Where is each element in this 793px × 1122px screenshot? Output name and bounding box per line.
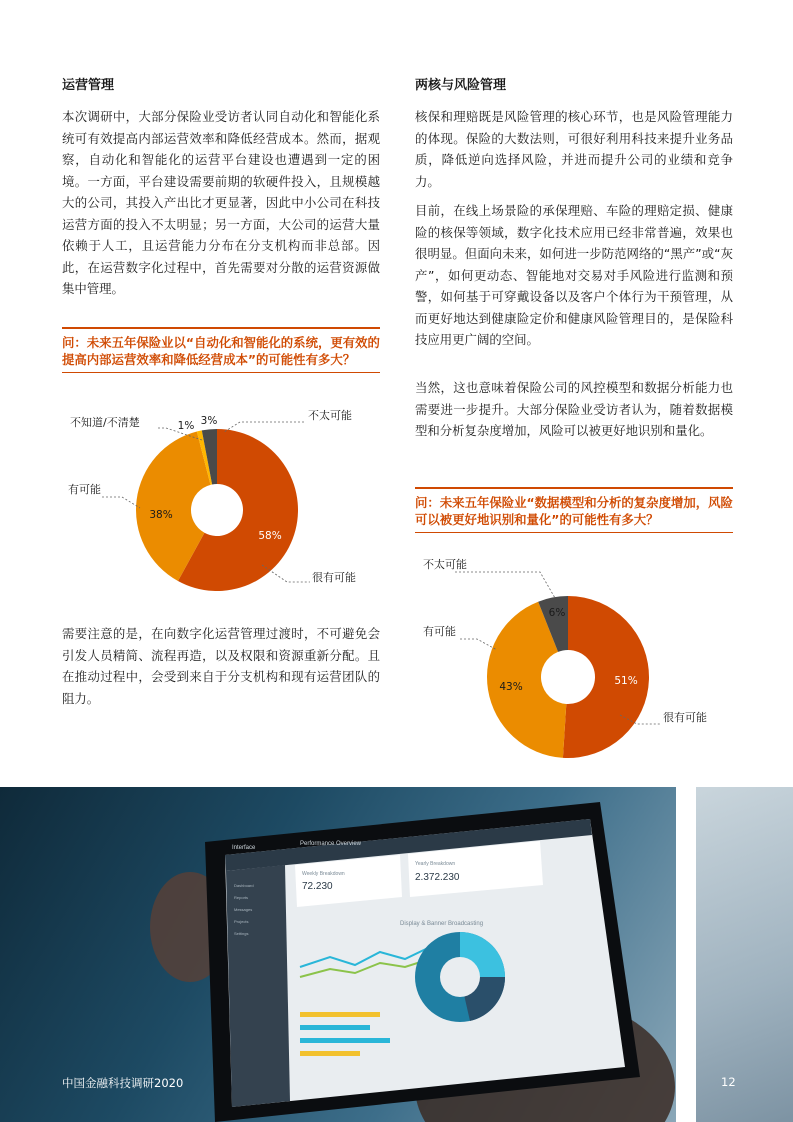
operations-question: 问：未来五年保险业以“自动化和智能化的系统，更有效的提高内部运营效率和降低经营成本”的可能性有多大？: [62, 327, 380, 373]
donut-slice-label: 有可能: [423, 625, 456, 638]
operations-donut-chart: [62, 400, 380, 610]
tablet-menu-item: Settings: [234, 931, 249, 936]
risk-paragraph-3: 当然，这也意味着保险公司的风控模型和数据分析能力也需要进一步提升。大部分保险业受访者认为，随着数据模型和分析复杂度增加，风险可以被更好地识别和量化。: [415, 380, 733, 438]
donut-slice-label: 不太可能: [308, 409, 352, 422]
operations-paragraph-1: 本次调研中，大部分保险业受访者认同自动化和智能化系统可有效提高内部运营效率和降低经营成本。然而，据观察，自动化和智能化的运营平台建设也遭遇到一定的困境。一方面，平台建设需要前期的软硬件投入，且规模越大的公司，其投入产出比才更显著，因此中小公司在科技运营方面的投入不太明显；另一方面，大公司的运营大量依赖于人工，且运营能力分布在分支机构而非总部。因此，在运营数字化过程中，首先需要对分散的运营资源做集中管理。: [62, 109, 380, 296]
risk-question: 问：未来五年保险业“数据模型和分析的复杂度增加，风险可以被更好地识别和量化”的可能性有多大？: [415, 487, 733, 533]
side-photo: [696, 787, 793, 1122]
tablet-card1-title: Weekly Breakdown: [302, 871, 345, 877]
donut-slice-label: 不知道/不清楚: [70, 416, 140, 429]
donut-slice-label: 很有可能: [312, 571, 356, 584]
leader-line: [224, 422, 304, 432]
risk-paragraph-2: 目前，在线上场景险的承保理赔、车险的理赔定损、健康险的核保等领域，数字化技术应用已经非常普遍，效果也很明显。但面向未来，如何进一步防范网络的“黑产”或“灰产”，如何更动态、智能地对交易对手风险进行监测和预警，如何基于可穿戴设备以及客户个体行为干预管理，从而更好地达到健康险定价和健康风险管理目的，是保险科技应用更广阔的空间。: [415, 203, 733, 347]
leader-line: [460, 639, 497, 650]
footer-report-title: 中国金融科技调研2020: [62, 1076, 184, 1090]
risk-donut-chart: [415, 550, 733, 765]
donut-slice-label: 很有可能: [663, 711, 707, 724]
tablet-photo: [0, 787, 676, 1122]
tablet-menu-item: Projects: [234, 919, 249, 924]
section-heading-risk: 两核与风险管理: [415, 78, 507, 93]
tablet-chart-title: Display & Banner Broadcasting: [400, 921, 484, 927]
section-heading-operations: 运营管理: [62, 78, 115, 93]
donut-slice-label: 有可能: [68, 483, 101, 496]
risk-paragraph-1: 核保和理赔既是风险管理的核心环节，也是风险管理能力的体现。保险的大数法则，可很好利用科技来提升业务品质，降低逆向选择风险，并进而提升公司的业绩和竞争力。: [415, 109, 733, 189]
donut-slice-value: 43%: [499, 681, 523, 693]
donut-slice-value: 3%: [200, 415, 218, 427]
leader-line: [455, 572, 555, 598]
donut-slice-value: 1%: [177, 420, 195, 432]
donut-slice-label: 不太可能: [423, 558, 467, 571]
tablet-menu-item: Messages: [234, 907, 253, 912]
tablet-card1-value: 72.230: [302, 881, 333, 892]
tablet-screen-title: Performance Overview: [300, 841, 362, 847]
tablet-menu-item: Reports: [234, 895, 249, 900]
tablet-app-name: Interface: [232, 845, 256, 851]
donut-slice-value: 51%: [614, 675, 638, 687]
page-number: 12: [721, 1075, 736, 1089]
tablet-card2-value: 2.372.230: [415, 872, 460, 883]
donut-slice-value: 6%: [548, 607, 566, 619]
tablet-card2-title: Yearly Breakdown: [415, 861, 456, 867]
donut-slice-value: 38%: [149, 509, 173, 521]
donut-slice-value: 58%: [258, 530, 282, 542]
tablet-menu-item: Dashboard: [234, 883, 254, 888]
leader-line: [102, 497, 140, 508]
operations-paragraph-2: 需要注意的是，在向数字化运营管理过渡时，不可避免会引发人员精简、流程再造，以及权限和资源重新分配。且在推动过程中，会受到来自于分支机构和现有运营团队的阻力。: [62, 626, 380, 706]
tablet-illustration: [0, 787, 676, 1122]
